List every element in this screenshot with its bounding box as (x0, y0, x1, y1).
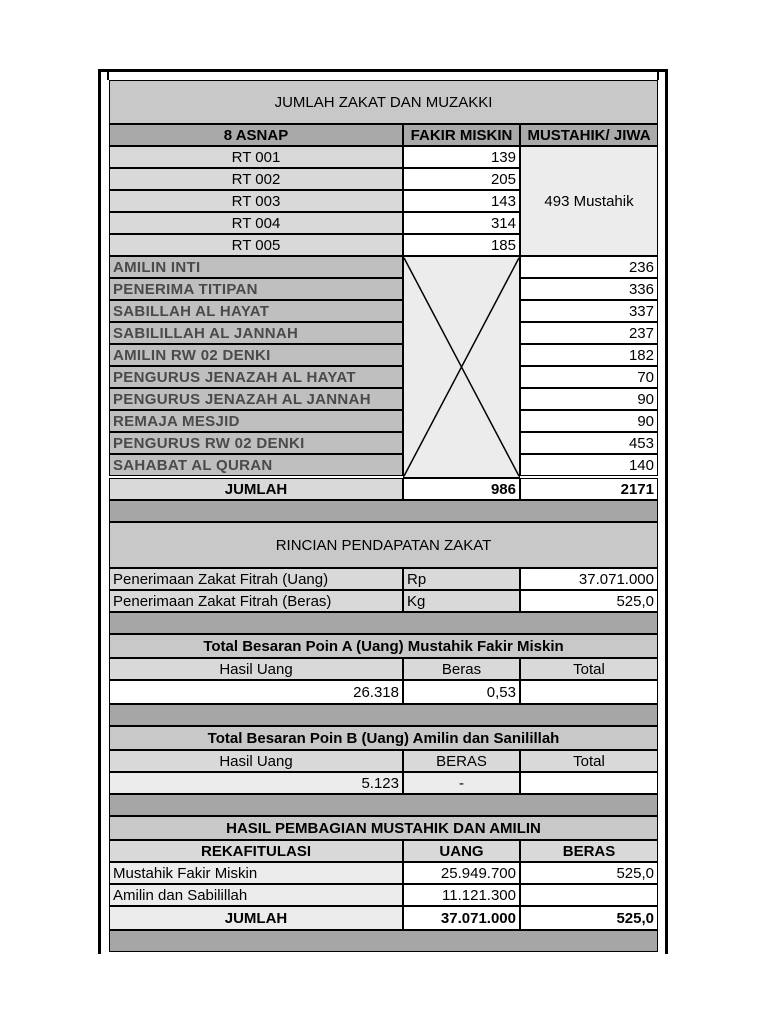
section3-header: Total (520, 658, 658, 680)
amilin-value: 453 (520, 432, 658, 454)
section3-value (520, 680, 658, 704)
amilin-value: 236 (520, 256, 658, 278)
section4-title-row (109, 726, 658, 750)
cross-mark-icon (404, 256, 519, 478)
separator-row (109, 930, 658, 952)
section4-title: Total Besaran Poin B (Uang) Amilin dan Sanilillah (109, 726, 658, 750)
frame-right-border (665, 70, 668, 954)
section4-value (520, 772, 658, 794)
frame-tick-right (657, 70, 659, 80)
amilin-label: AMILIN INTI (109, 256, 403, 278)
amilin-label: PENGURUS JENAZAH AL JANNAH (109, 388, 403, 410)
income-row (109, 590, 658, 612)
income-unit: Kg (403, 590, 520, 612)
frame-tick-left (107, 70, 109, 80)
section3-value: 0,53 (403, 680, 520, 704)
rt-value-cell: 143 (403, 190, 520, 212)
rt-label-cell: RT 005 (109, 234, 403, 256)
section5-header: REKAFITULASI (109, 840, 403, 862)
section5-header-row (109, 840, 658, 862)
amilin-value: 182 (520, 344, 658, 366)
amilin-label: PENGURUS RW 02 DENKI (109, 432, 403, 454)
section5-total-beras: 525,0 (520, 906, 658, 930)
section5-total-row (109, 906, 658, 930)
section4-header: Total (520, 750, 658, 772)
amilin-value: 337 (520, 300, 658, 322)
section3-header: Beras (403, 658, 520, 680)
income-label: Penerimaan Zakat Fitrah (Uang) (109, 568, 403, 590)
section4-header: Hasil Uang (109, 750, 403, 772)
total-label: JUMLAH (109, 478, 403, 500)
section5-row (109, 862, 658, 884)
amilin-value: 90 (520, 410, 658, 432)
total-mustahik: 2171 (520, 478, 658, 500)
amilin-label: REMAJA MESJID (109, 410, 403, 432)
section3-value-row (109, 680, 658, 704)
section3-value: 26.318 (109, 680, 403, 704)
rt-value-cell: 205 (403, 168, 520, 190)
section1-total-row (109, 478, 658, 500)
section5-uang: 11.121.300 (403, 884, 520, 906)
header-mustahik: MUSTAHIK/ JIWA (520, 124, 658, 146)
separator-row (109, 612, 658, 634)
section4-value: - (403, 772, 520, 794)
income-value: 525,0 (520, 590, 658, 612)
amilin-label: SABILILLAH AL JANNAH (109, 322, 403, 344)
section3-header: Hasil Uang (109, 658, 403, 680)
amilin-value: 90 (520, 388, 658, 410)
total-fakir: 986 (403, 478, 520, 500)
frame-top-border (98, 69, 668, 72)
section1-header-row (109, 124, 658, 146)
mustahik-merged-cell: 493 Mustahik (520, 146, 658, 256)
rt-value-cell: 185 (403, 234, 520, 256)
section5-label: Amilin dan Sabilillah (109, 884, 403, 906)
rt-value-cell: 314 (403, 212, 520, 234)
header-fakir-miskin: FAKIR MISKIN (403, 124, 520, 146)
income-row (109, 568, 658, 590)
section2-title: RINCIAN PENDAPATAN ZAKAT (109, 522, 658, 568)
section5-label: Mustahik Fakir Miskin (109, 862, 403, 884)
separator-row (109, 500, 658, 522)
section5-uang: 25.949.700 (403, 862, 520, 884)
rt-value-cell: 139 (403, 146, 520, 168)
amilin-value: 336 (520, 278, 658, 300)
section3-header-row (109, 658, 658, 680)
amilin-label: SABILLAH AL HAYAT (109, 300, 403, 322)
amilin-value: 140 (520, 454, 658, 476)
amilin-label: PENERIMA TITIPAN (109, 278, 403, 300)
amilin-block (109, 256, 658, 478)
header-asnap: 8 ASNAP (109, 124, 403, 146)
income-label: Penerimaan Zakat Fitrah (Beras) (109, 590, 403, 612)
rt-label-cell: RT 004 (109, 212, 403, 234)
section4-header-row (109, 750, 658, 772)
separator-row (109, 794, 658, 816)
rt-label-cell: RT 003 (109, 190, 403, 212)
amilin-label: SAHABAT AL QURAN (109, 454, 403, 476)
section3-title: Total Besaran Poin A (Uang) Mustahik Fakir Miskin (109, 634, 658, 658)
section5-title: HASIL PEMBAGIAN MUSTAHIK DAN AMILIN (109, 816, 658, 840)
amilin-label: PENGURUS JENAZAH AL HAYAT (109, 366, 403, 388)
section5-row (109, 884, 658, 906)
frame-left-border (98, 70, 101, 954)
section3-title-row (109, 634, 658, 658)
amilin-label: AMILIN RW 02 DENKI (109, 344, 403, 366)
rt-label-cell: RT 001 (109, 146, 403, 168)
section5-header: UANG (403, 840, 520, 862)
section5-beras (520, 884, 658, 906)
crossed-empty-cell (403, 256, 520, 478)
section4-value: 5.123 (109, 772, 403, 794)
section5-total-label: JUMLAH (109, 906, 403, 930)
rt-label-cell: RT 002 (109, 168, 403, 190)
section5-title-row (109, 816, 658, 840)
section5-beras: 525,0 (520, 862, 658, 884)
section1-title-row (109, 80, 658, 124)
section2-title-row (109, 522, 658, 568)
rt-block (109, 146, 658, 256)
income-value: 37.071.000 (520, 568, 658, 590)
amilin-value: 70 (520, 366, 658, 388)
amilin-value: 237 (520, 322, 658, 344)
section5-total-uang: 37.071.000 (403, 906, 520, 930)
section5-header: BERAS (520, 840, 658, 862)
section4-value-row (109, 772, 658, 794)
separator-row (109, 704, 658, 726)
section4-header: BERAS (403, 750, 520, 772)
section1-title: JUMLAH ZAKAT DAN MUZAKKI (109, 80, 658, 124)
income-unit: Rp (403, 568, 520, 590)
